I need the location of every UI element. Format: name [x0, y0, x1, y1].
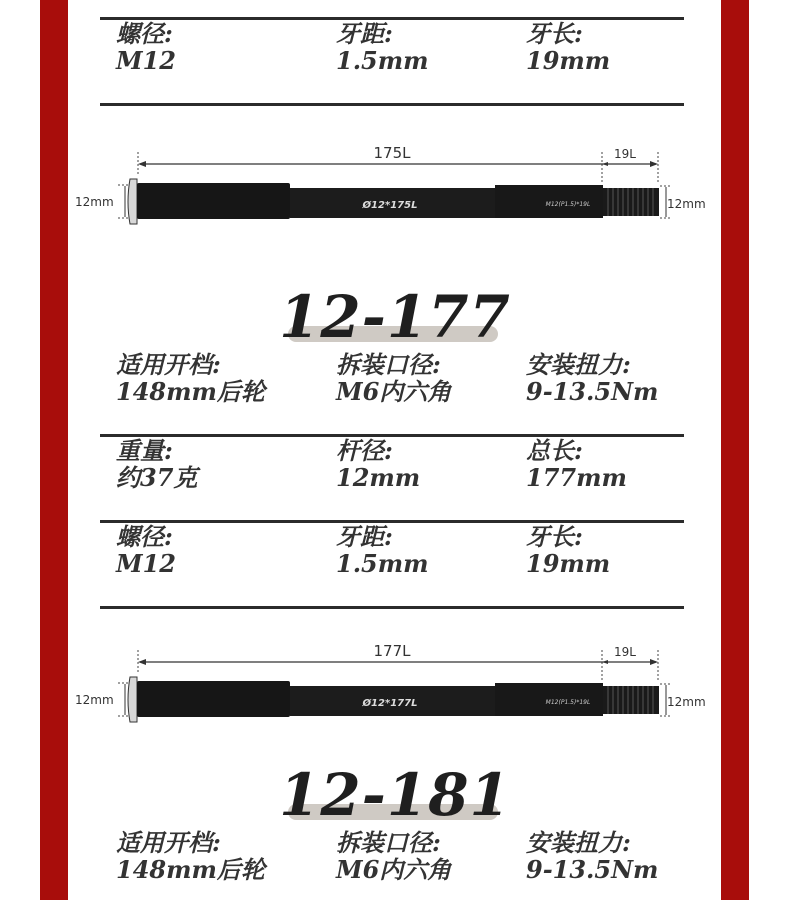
torque-value: 9-13.5Nm — [526, 855, 659, 884]
thread-label: 螺径: — [116, 19, 173, 48]
model-title-177 — [0, 284, 790, 354]
thread-value: M12 — [116, 46, 176, 75]
torque-label: 安装扭力: — [526, 350, 631, 379]
tip-diameter-label: 12mm — [667, 197, 706, 211]
rod-label: 杆径: — [336, 436, 393, 465]
fit-label: 适用开档: — [116, 828, 221, 857]
axle-drawing — [70, 640, 720, 750]
thread-label: 螺径: — [116, 522, 173, 551]
length-label: 总长: — [526, 436, 583, 465]
torque-label: 安装扭力: — [526, 828, 631, 857]
tip-diameter-label: 12mm — [667, 695, 706, 709]
pitch-value: 1.5mm — [336, 46, 429, 75]
rod-value: 12mm — [336, 463, 421, 492]
row-divider — [100, 103, 684, 106]
thread-length-value: 19mm — [526, 46, 611, 75]
length-value: 177mm — [526, 463, 627, 492]
axle-diagram-177 — [70, 640, 720, 750]
thread-marking: M12(P1.5)*19L — [545, 201, 591, 208]
rod-marking: Ø12*177L — [362, 698, 418, 709]
thread-length-label: 19L — [614, 645, 636, 659]
model-title-text: 12-181 — [279, 761, 511, 829]
axle-diagram-175 — [70, 142, 720, 252]
head-diameter-label: 12mm — [75, 195, 114, 209]
total-length-label: 177L — [373, 642, 411, 660]
thread-length-value: 19mm — [526, 549, 611, 578]
thread-marking: M12(P1.5)*19L — [545, 699, 591, 706]
thread-length-label: 牙长: — [526, 19, 583, 48]
fit-value: 148mm后轮 — [116, 855, 265, 884]
pitch-label: 牙距: — [336, 522, 393, 551]
fit-label: 适用开档: — [116, 350, 221, 379]
axle-drawing — [70, 142, 720, 252]
spec-row-175-3 — [100, 20, 684, 106]
row-divider — [100, 606, 684, 609]
pitch-value: 1.5mm — [336, 549, 429, 578]
model-title-text: 12-177 — [279, 283, 511, 351]
tool-value: M6内六角 — [336, 377, 452, 406]
total-length-label: 175L — [373, 144, 411, 162]
pitch-label: 牙距: — [336, 19, 393, 48]
rod-marking: Ø12*175L — [362, 200, 418, 211]
spec-row-177-1 — [100, 351, 684, 437]
thread-length-label: 牙长: — [526, 522, 583, 551]
thread-value: M12 — [116, 549, 176, 578]
spec-row-177-3 — [100, 523, 684, 609]
thread-length-label: 19L — [614, 147, 636, 161]
fit-value: 148mm后轮 — [116, 377, 265, 406]
weight-value: 约37克 — [116, 463, 198, 492]
tool-label: 拆装口径: — [336, 350, 441, 379]
head-diameter-label: 12mm — [75, 693, 114, 707]
tool-label: 拆装口径: — [336, 828, 441, 857]
weight-label: 重量: — [116, 436, 173, 465]
torque-value: 9-13.5Nm — [526, 377, 659, 406]
spec-row-175-2 — [100, 0, 684, 20]
model-title-181 — [0, 762, 790, 832]
tool-value: M6内六角 — [336, 855, 452, 884]
spec-row-181-1 — [100, 829, 684, 915]
spec-row-177-2 — [100, 437, 684, 523]
